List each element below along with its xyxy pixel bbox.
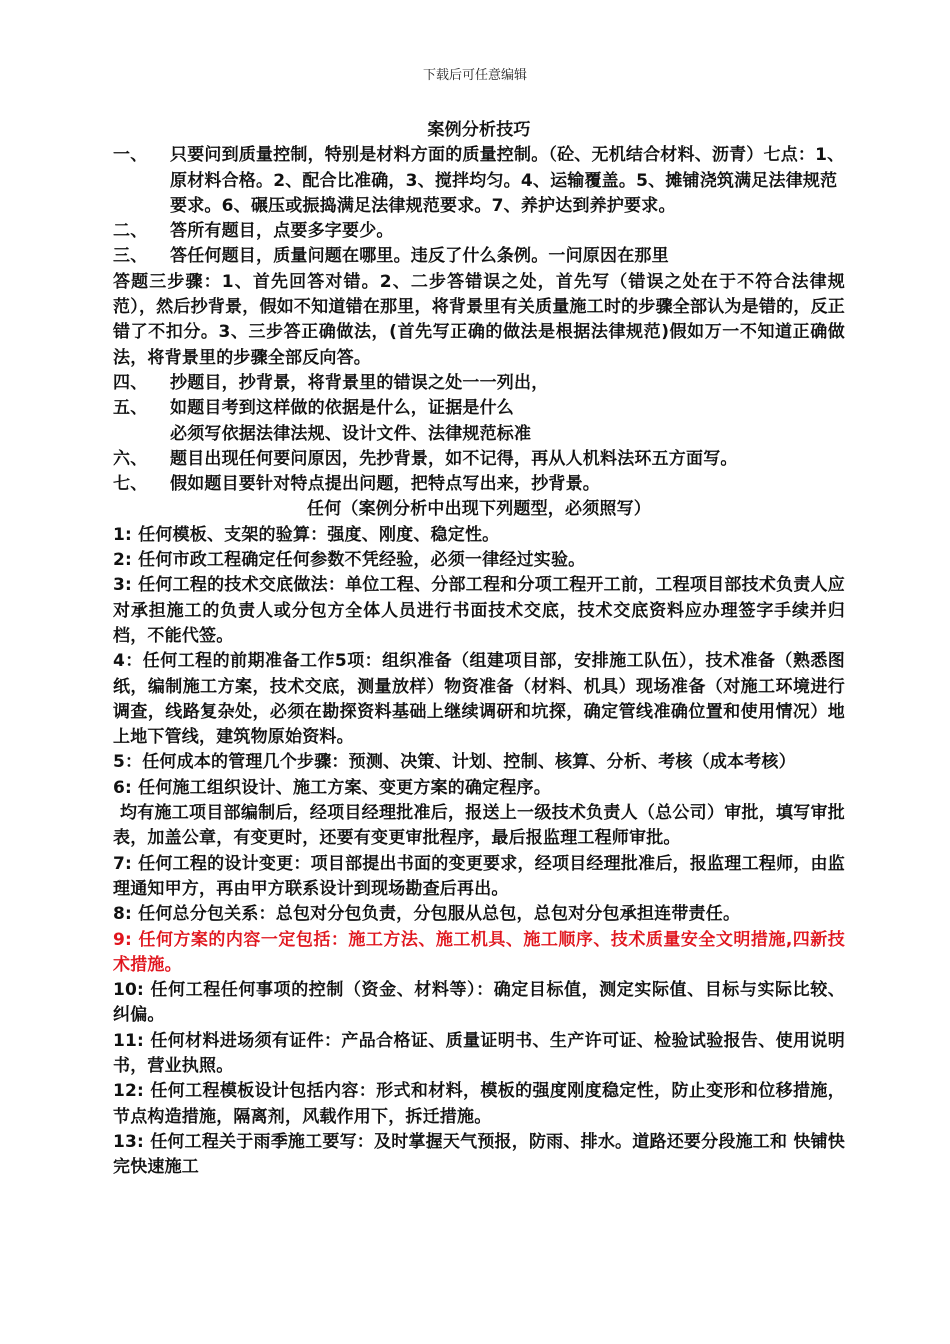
item-number: 七、 <box>113 474 148 495</box>
list-item <box>113 371 845 396</box>
numbered-paragraph: 2: 任何市政工程确定任何参数不凭经验，必须一律经过实验。 <box>113 550 586 571</box>
list-item <box>113 219 845 244</box>
item-number: 五、 <box>113 398 148 419</box>
numbered-paragraph: 8: 任何总分包关系：总包对分包负责，分包服从总包，总包对分包承担连带责任。 <box>113 904 741 925</box>
list-item <box>113 472 845 497</box>
item-text: 题目出现任何要问原因，先抄背景，如不记得，再从人机料法环五方面写。 <box>170 448 738 469</box>
numbered-paragraph: 1: 任何模板、支架的验算：强度、刚度、稳定性。 <box>113 524 500 545</box>
item-text: 答所有题目，点要多字要少。 <box>170 221 394 242</box>
item-text: 抄题目，抄背景，将背景里的错误之处一一列出， <box>170 372 549 393</box>
numbered-paragraph: 12: 任何工程模板设计包括内容：形式和材料，模板的强度刚度稳定性，防止变形和位移措施，节点构造措施，隔离剂，风载作用下，拆迁措施。 <box>113 1081 845 1127</box>
section-subtitle: 任何（案例分析中出现下列题型，必须照写） <box>307 499 651 520</box>
numbered-paragraph: 7: 任何工程的设计变更：项目部提出书面的变更要求，经项目经理批准后，报监理工程师，由监理通知甲方，再由甲方联系设计到现场勘查后再出。 <box>113 853 845 899</box>
list-item <box>113 396 845 421</box>
numbered-paragraph: 10: 任何工程任何事项的控制（资金、材料等）：确定目标值，测定实际值、目标与实际比较、纠偏。 <box>113 980 845 1026</box>
document-title: 案例分析技巧 <box>427 120 531 140</box>
item-text: 只要问到质量控制，特别是材料方面的质量控制。（砼、无机结合材料、沥青）七点：1、原材料合格。2、配合比准确，3、搅拌均匀。4、运输覆盖。5、摊铺浇筑满足法律规范要求。6、碾压或振捣满足法律规范要求。7、养护达到养护要求。 <box>170 145 845 216</box>
numbered-paragraph: 6: 任何施工组织设计、施工方案、变更方案的确定程序。 <box>113 777 551 798</box>
item-text: 假如题目要针对特点提出问题，把特点写出来，抄背景。 <box>170 474 600 495</box>
page-header: 下载后可任意编辑 <box>422 68 527 83</box>
item-number: 四、 <box>113 372 148 393</box>
numbered-paragraph: 4：任何工程的前期准备工作5项：组织准备（组建项目部，安排施工队伍），技术准备（熟悉图纸，编制施工方案，技术交底，测量放样）物资准备（材料、机具）现场准备（对施工环境进行调查，线路复杂处，必须在勘探资料基础上继续调研和坑探，确定管线准确位置和使用情况）地上地下管线，建筑物原始资料。 <box>113 651 845 748</box>
list-item <box>113 244 845 269</box>
highlighted-red-paragraph: 9: 任何方案的内容一定包括：施工方法、施工机具、施工顺序、技术质量安全文明措施,四新技术措施。 <box>113 929 845 975</box>
numbered-paragraph: 11: 任何材料进场须有证件：产品合格证、质量证明书、生产许可证、检验试验报告、使用说明书，营业执照。 <box>113 1030 845 1076</box>
numbered-paragraph: 3: 任何工程的技术交底做法：单位工程、分部工程和分项工程开工前，工程项目部技术负责人应对承担施工的负责人或分包方全体人员进行书面技术交底，技术交底资料应办理签字手续并归档，不能代签。 <box>113 575 845 646</box>
answer-steps-paragraph: 答题三步骤：1、首先回答对错。2、二步答错误之处，首先写（错误之处在于不符合法律规范），然后抄背景，假如不知道错在那里，将背景里有关质量施工时的步骤全部认为是错的，反正错了不扣分。3、三步答正确做法，(首先写正确的做法是根据法律规范)假如万一不知道正确做法，将背景里的步骤全部反向答。 <box>113 271 845 368</box>
document-body <box>113 118 845 1180</box>
item-text: 如题目考到这样做的依据是什么，证据是什么 <box>170 398 514 419</box>
item-number: 六、 <box>113 448 148 469</box>
item-text: 答任何题目，质量问题在哪里。违反了什么条例。一问原因在那里 <box>170 246 669 267</box>
item-continuation: 必须写依据法律法规、设计文件、法律规范标准 <box>170 423 532 444</box>
item-number: 三、 <box>113 246 148 267</box>
list-item <box>113 447 845 472</box>
numbered-paragraph: 13: 任何工程关于雨季施工要写：及时掌握天气预报，防雨、排水。道路还要分段施工和 快铺快完快速施工 <box>113 1131 845 1178</box>
item-number: 一、 <box>113 145 148 166</box>
item6-detail-paragraph: 均有施工项目部编制后，经项目经理批准后，报送上一级技术负责人（总公司）审批，填写审批表，加盖公章，有变更时，还要有变更审批程序，最后报监理工程师审批。 <box>113 803 845 849</box>
list-item <box>113 143 845 219</box>
numbered-paragraph: 5：任何成本的管理几个步骤：预测、决策、计划、控制、核算、分析、考核（成本考核） <box>113 752 796 773</box>
item-number: 二、 <box>113 221 148 242</box>
